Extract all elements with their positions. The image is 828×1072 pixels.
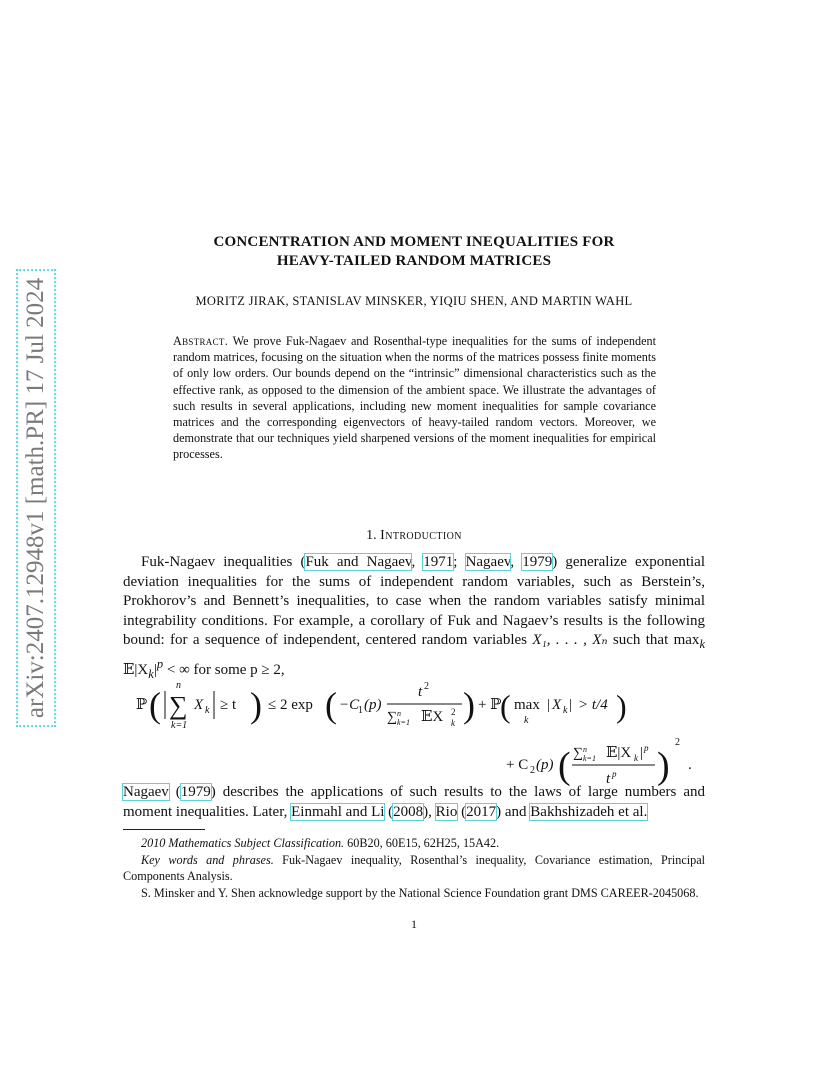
title-line-1: CONCENTRATION AND MOMENT INEQUALITIES FOR: [213, 234, 615, 250]
eq-x: X: [194, 697, 204, 713]
eq-paren-open: (: [149, 685, 161, 725]
msc-label: 2010 Mathematics Subject Classification.: [141, 836, 345, 850]
eq-c2-sub: 2: [530, 765, 535, 776]
eq-plus-p: + ℙ: [478, 697, 502, 713]
section-title: Introduction: [380, 528, 462, 543]
eq-paren-open-3: (: [500, 688, 511, 724]
citation-year-1971[interactable]: 1971: [423, 554, 454, 570]
intro-paragraph: [123, 553, 705, 684]
eq-gt-t4: > t/4: [578, 697, 608, 713]
eq-den-sub: k: [451, 718, 455, 728]
eq-square: 2: [675, 737, 680, 748]
paper-title: [123, 233, 705, 271]
paragraph-2: Nagaev (1979) describes the applications of such results to the laws of large numbers and moment inequalities. Later, Einmahl and Li (2008), Rio (2017) and Bakhshizadeh et al.: [123, 784, 705, 820]
eq-paren-open-4: (: [558, 745, 571, 787]
eq-max-sub: k: [524, 715, 529, 726]
intro-text: |: [153, 661, 157, 678]
para2-text: and: [501, 803, 531, 820]
eq-den-ex: 𝔼X: [421, 709, 444, 725]
eq-sum-symbol: ∑: [169, 691, 188, 720]
eq-paren-close-4: ): [657, 745, 670, 787]
eq-num-bot: k=1: [583, 754, 596, 763]
eq-paren-close-3: ): [616, 688, 627, 724]
page-number: 1: [411, 917, 417, 931]
eq-sum-top: n: [176, 680, 181, 691]
footnote-keywords: [123, 852, 705, 885]
citation-year-1979[interactable]: 1979: [522, 554, 553, 570]
eq-ge-t: ≥ t: [220, 697, 237, 713]
eq-prob: ℙ: [136, 697, 148, 713]
math-sub: k: [699, 637, 705, 651]
msc-codes: 60B20, 60E15, 62H25, 15A42.: [347, 836, 500, 850]
intro-text: ) generalize exponential deviation inequalities for the sums of independent random variables, such as Berstein’s, Prokhorov’s and Bennett’s inequalities, to case when the random variables satisfy minimal integrability conditions. For example, a corollary of Fuk and Nagaev’s results is the following bound: for a sequence of independent, centered random variables: [123, 554, 706, 648]
para2-text: ,: [428, 803, 436, 820]
eq-period: .: [688, 757, 692, 773]
citation-nagaev-2[interactable]: Nagaev: [123, 784, 169, 800]
footnote-acknowledgement: S. Minsker and Y. Shen acknowledge support by the National Science Foundation grant DMS CAREER-2045068.: [141, 885, 699, 900]
eq-den-sup: 2: [451, 707, 456, 717]
eq-paren-open-2: (: [325, 685, 337, 725]
eq-le-2exp: ≤ 2 exp: [268, 697, 313, 713]
abstract: [173, 333, 656, 463]
math-sub: k: [148, 666, 154, 681]
eq-p-2: (p): [536, 757, 554, 773]
math-variables: X₁, . . . , Xₙ: [532, 632, 608, 648]
eq-p: (p): [364, 697, 382, 713]
intro-text: such that max: [607, 632, 700, 648]
eq-plus-c2: + C: [506, 757, 529, 773]
citation-nagaev[interactable]: Nagaev: [465, 554, 511, 570]
title-line-2: HEAVY-TAILED RANDOM MATRICES: [276, 253, 552, 269]
abstract-label: Abstract.: [173, 334, 229, 348]
citation-year-2008[interactable]: 2008: [393, 803, 424, 820]
intro-text: ;: [453, 554, 466, 570]
eq-tp-sup: p: [612, 769, 617, 779]
eq-abs-close: |: [569, 697, 573, 713]
eq-paren-close: ): [250, 685, 262, 725]
eq-t-sup: 2: [424, 681, 429, 692]
citation-year-2017[interactable]: 2017: [466, 803, 497, 820]
eq-x-sub: k: [205, 705, 210, 716]
eq-x2: X: [552, 697, 562, 713]
eq-c1-sub: 1: [358, 705, 363, 716]
eq-den-bot: k=1: [397, 718, 410, 727]
arxiv-identifier[interactable]: arXiv:2407.12948v1 [math.PR] 17 Jul 2024: [22, 275, 50, 721]
math-sup: p: [156, 656, 164, 671]
eq-num-sub: k: [634, 753, 638, 763]
keywords-text: Fuk-Nagaev inequality, Rosenthal’s inequality, Covariance estimation, Principal Components Analysis.: [123, 852, 706, 883]
para2-text: describes the applications of such results to the laws of large numbers and moment inequalities. Later,: [123, 784, 705, 820]
eq-x2-sub: k: [563, 705, 568, 716]
eq-num-sum: ∑: [573, 746, 583, 761]
eq-max: max: [514, 697, 540, 713]
keywords-label: Key words and phrases.: [141, 852, 274, 867]
intro-text: Fuk-Nagaev inequalities (: [141, 554, 306, 570]
section-heading: [123, 528, 705, 544]
eq-sum-bottom: k=1: [171, 720, 188, 731]
eq-num-abs: |: [640, 745, 644, 761]
intro-text: 𝔼|X: [123, 661, 149, 678]
citation-year-1979-2[interactable]: 1979: [180, 784, 211, 800]
eq-paren-close-2: ): [463, 685, 475, 725]
citation-bakhshizadeh[interactable]: Bakhshizadeh et al.: [530, 803, 648, 820]
display-equation: [130, 672, 720, 790]
intro-text: ,: [411, 554, 424, 570]
footnote-rule: [123, 829, 205, 830]
eq-num-ex: 𝔼|X: [606, 745, 632, 761]
eq-den-sum: ∑: [387, 710, 397, 725]
eq-t-num: t: [418, 684, 423, 700]
citation-einmahl-li[interactable]: Einmahl and Li: [291, 803, 385, 820]
citation-fuk-nagaev[interactable]: Fuk and Nagaev: [305, 554, 412, 570]
intro-text: ,: [510, 554, 523, 570]
eq-tp: t: [606, 771, 611, 787]
eq-neg-c1: −C: [339, 697, 360, 713]
footnotes: [123, 835, 705, 901]
abstract-text: We prove Fuk-Nagaev and Rosenthal-type inequalities for the sums of independent random matrices, focusing on the situation when the norms of the matrices possess finite moments of only low orders. Our bounds depend on the “intrinsic” dimensional characteristics such as the effective rank, as opposed to the dimension of the ambient space. We illustrate the advantages of such results in several applications, including new moment inequalities for sample covariance matrices and the corresponding eigenvectors of heavy-tailed random vectors. Moreover, we demonstrate that our techniques yield sharpened versions of the moment inequalities for empirical processes.: [173, 334, 656, 462]
eq-num-top: n: [583, 745, 587, 754]
footnote-msc: [123, 835, 705, 852]
arxiv-side-stamp: [14, 248, 58, 748]
intro-text: < ∞ for some p ≥ 2,: [163, 661, 285, 678]
author-list: MORITZ JIRAK, STANISLAV MINSKER, YIQIU SHEN, AND MARTIN WAHL: [195, 294, 633, 308]
citation-rio[interactable]: Rio: [435, 803, 458, 820]
eq-abs-open: |: [547, 697, 551, 713]
eq-num-sup: p: [644, 743, 649, 753]
section-number: 1.: [366, 528, 377, 543]
eq-den-top: n: [397, 709, 401, 718]
